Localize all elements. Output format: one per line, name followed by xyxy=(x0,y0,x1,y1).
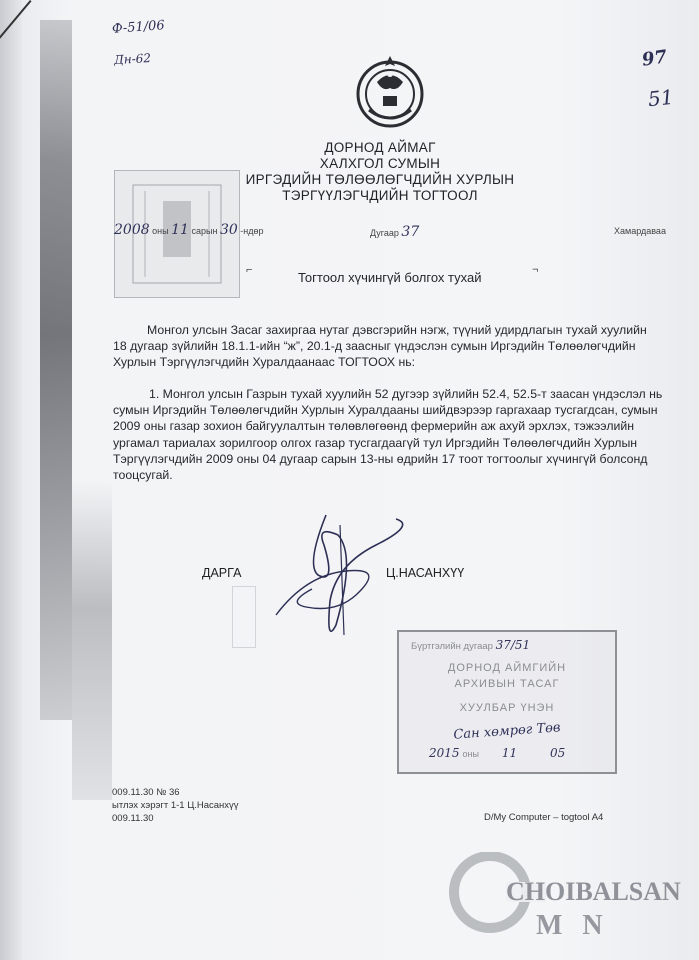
footer-file-path: D/My Computer – togtool A4 xyxy=(484,812,604,823)
date-month: 11 xyxy=(171,222,189,238)
footer-registration-date: 009.11.30 № 36 xyxy=(112,787,180,798)
header-resolution-title: ТЭРГҮҮЛЭГЧДИЙН ТОГТООЛ xyxy=(282,188,478,203)
stamp-date-month: 11 xyxy=(501,746,518,760)
date-month-label: сарын xyxy=(191,226,218,236)
watermark-text-1: CHOIBALSAN xyxy=(506,877,681,906)
corner-mark-right: ¬ xyxy=(532,264,539,276)
header-soum: ХАЛХГОЛ СУМЫН xyxy=(319,156,441,171)
stamp-date-line xyxy=(429,746,609,760)
header-province: ДОРНОД АЙМАГ xyxy=(324,140,436,155)
date-day: 30 xyxy=(219,222,238,238)
body-paragraph-2: 1. Монгол улсын Газрын тухай хуулийн 52 дугээр зүйлийн 52.4, 52.5-т заасан үндэслэл нь сумын Иргэдийн Төлөөлөгчдийн Хурлын Хуралдааны шийдвэрээр гаргахаар тусгагдсан, сумын 2009 оны газар зохион байгуулалтын төлөвлөгөөнд фермерийн аж ахуй эрхлэх, тэжээлийн ургамал тариалах зорилгоор олгох газар тусгагдаагүй тул Иргэдийн Төлөөлөгчдийн Хурлын Тэргүүлэгчдийн 2009 оны 04 дугаар сарын 13-ны өдрийн 17 тоот тогтоолыг хүчингүй болсонд тооцсугай. xyxy=(113,387,663,483)
date-year: 2008 xyxy=(114,222,150,238)
handwritten-note-2: Дн-62 xyxy=(113,51,152,67)
date-day-label: -ндөр xyxy=(240,226,264,236)
date-line xyxy=(114,222,264,238)
stamp-archive-department: АРХИВЫН ТАСАГ xyxy=(454,678,560,690)
handwritten-note-1: Ф-51/06 xyxy=(111,18,166,37)
footer-file-date: 009.11.30 xyxy=(112,813,154,824)
number-line xyxy=(370,224,419,240)
stamp-handwritten-note: Сан хөмрөг Төв xyxy=(452,720,562,743)
scan-faint-strip xyxy=(72,480,112,800)
faint-stamp-remnant xyxy=(232,586,256,648)
stamp-registration-label: Бүртгэлийн дугаар xyxy=(411,641,493,652)
stamp-date-year: 2015 xyxy=(429,746,460,760)
signatory-title: ДАРГА xyxy=(202,566,242,580)
archive-copy-stamp xyxy=(397,630,617,774)
handwritten-page-number: 51 xyxy=(646,84,675,112)
scan-edge-shadow xyxy=(0,0,22,960)
handwritten-page-code: 97 xyxy=(640,46,669,71)
corner-mark-left: ⌐ xyxy=(246,264,253,276)
watermark-text-2: MN xyxy=(536,910,623,941)
body-paragraph-1: Монгол улсын Засаг захиргаа нутаг дэвсгэрийн нэгж, түүний удирдлагын тухай хуулийн 18 дугаар зүйлийн 18.1.1-ийн “ж”, 20.1-д заасныг үндэслэн сумын Иргэдийн Төлөөлөгчдийн Хурлын Тэргүүлэгчдийн Хуралдаанаас ТОГТООХ нь: xyxy=(113,323,647,370)
stamp-registration-line xyxy=(411,638,611,652)
signatory-name: Ц.НАСАНХҮҮ xyxy=(386,566,465,580)
resolution-number: 37 xyxy=(401,224,420,240)
stamp-province-archive: ДОРНОД АЙМГИЙН xyxy=(447,662,567,674)
issue-place: Хамардаваа xyxy=(614,226,666,236)
stamp-date-day: 05 xyxy=(550,746,566,760)
choibalsan-watermark xyxy=(448,852,688,942)
stamp-true-copy: ХУУЛБАР ҮНЭН xyxy=(459,702,555,714)
number-label: Дугаар xyxy=(370,228,399,238)
footer-file-note: ытлэх хэрэгт 1-1 Ц.Насанхүү xyxy=(112,800,239,811)
stamp-registration-number: 37/51 xyxy=(495,638,531,652)
stamp-date-year-suffix: оны xyxy=(462,749,479,759)
resolution-subject: Тогтоол хүчингүй болгох тухай xyxy=(298,270,482,285)
date-year-label: оны xyxy=(152,226,169,236)
state-emblem-icon xyxy=(355,52,425,132)
scan-dark-strip xyxy=(40,20,72,720)
header-council: ИРГЭДИЙН ТӨЛӨӨЛӨГЧДИЙН ХУРЛЫН xyxy=(245,172,515,187)
